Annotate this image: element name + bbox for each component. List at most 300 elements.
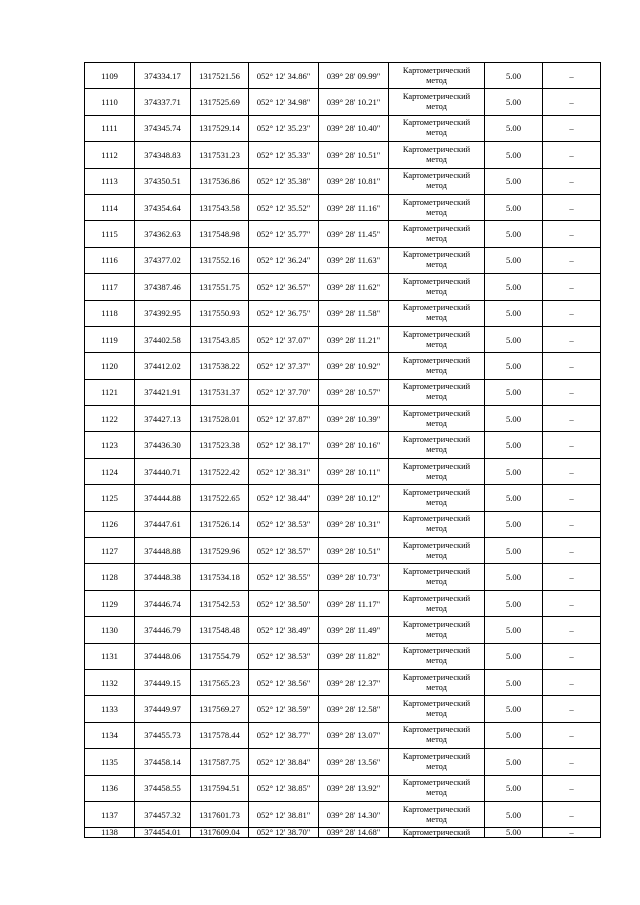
note-cell: – <box>543 194 601 220</box>
method-line-2: метод <box>426 207 447 217</box>
method-cell <box>389 828 485 838</box>
method-line-2: метод <box>426 788 447 798</box>
y-coordinate-cell: 1317578.44 <box>191 722 249 748</box>
latitude-cell: 052° 12' 38.50" <box>249 590 319 616</box>
point-number-cell: 1116 <box>85 247 135 273</box>
latitude-cell: 052° 12' 36.24" <box>249 247 319 273</box>
y-coordinate-cell: 1317601.73 <box>191 801 249 827</box>
note-cell: – <box>543 828 601 838</box>
x-coordinate-cell: 374427.13 <box>135 406 191 432</box>
accuracy-cell: 5.00 <box>485 168 543 194</box>
accuracy-cell: 5.00 <box>485 247 543 273</box>
point-number-cell: 1137 <box>85 801 135 827</box>
x-coordinate-cell: 374449.97 <box>135 696 191 722</box>
y-coordinate-cell: 1317594.51 <box>191 775 249 801</box>
y-coordinate-cell: 1317550.93 <box>191 300 249 326</box>
method-cell <box>389 669 485 695</box>
x-coordinate-cell: 374334.17 <box>135 63 191 89</box>
x-coordinate-cell: 374345.74 <box>135 115 191 141</box>
method-line-2: метод <box>426 497 447 507</box>
x-coordinate-cell: 374448.38 <box>135 564 191 590</box>
method-cell <box>389 722 485 748</box>
latitude-cell: 052° 12' 34.98" <box>249 89 319 115</box>
longitude-cell: 039° 28' 11.17" <box>319 590 389 616</box>
note-cell: – <box>543 63 601 89</box>
latitude-cell: 052° 12' 38.56" <box>249 669 319 695</box>
latitude-cell: 052° 12' 38.57" <box>249 538 319 564</box>
method-cell <box>389 247 485 273</box>
point-number-cell: 1111 <box>85 115 135 141</box>
method-cell <box>389 538 485 564</box>
longitude-cell: 039° 28' 12.37" <box>319 669 389 695</box>
method-line-2: метод <box>426 234 447 244</box>
method-line-1: Картометрический <box>402 593 471 603</box>
note-cell: – <box>543 485 601 511</box>
method-line-1: Картометрический <box>402 355 471 365</box>
y-coordinate-cell: 1317565.23 <box>191 669 249 695</box>
method-line-1: Картометрический <box>402 540 471 550</box>
note-cell: – <box>543 590 601 616</box>
coordinates-table <box>84 62 601 838</box>
table-row <box>85 538 601 564</box>
method-cell <box>389 458 485 484</box>
point-number-cell: 1125 <box>85 485 135 511</box>
x-coordinate-cell: 374440.71 <box>135 458 191 484</box>
longitude-cell: 039° 28' 10.21" <box>319 89 389 115</box>
longitude-cell: 039° 28' 10.40" <box>319 115 389 141</box>
accuracy-cell: 5.00 <box>485 590 543 616</box>
note-cell: – <box>543 300 601 326</box>
latitude-cell: 052° 12' 38.53" <box>249 643 319 669</box>
table-row <box>85 63 601 89</box>
note-cell: – <box>543 221 601 247</box>
accuracy-cell: 5.00 <box>485 221 543 247</box>
accuracy-cell: 5.00 <box>485 379 543 405</box>
latitude-cell: 052° 12' 38.85" <box>249 775 319 801</box>
point-number-cell: 1128 <box>85 564 135 590</box>
method-line-2: метод <box>426 128 447 138</box>
method-line-2: метод <box>426 682 447 692</box>
longitude-cell: 039° 28' 12.58" <box>319 696 389 722</box>
longitude-cell: 039° 28' 10.31" <box>319 511 389 537</box>
method-line-2: метод <box>426 550 447 560</box>
method-line-1: Картометрический <box>402 751 471 761</box>
latitude-cell: 052° 12' 38.77" <box>249 722 319 748</box>
method-line-2: метод <box>426 445 447 455</box>
longitude-cell: 039° 28' 10.12" <box>319 485 389 511</box>
y-coordinate-cell: 1317554.79 <box>191 643 249 669</box>
x-coordinate-cell: 374444.88 <box>135 485 191 511</box>
y-coordinate-cell: 1317551.75 <box>191 274 249 300</box>
method-line-1: Картометрический <box>402 276 471 286</box>
method-cell <box>389 590 485 616</box>
accuracy-cell: 5.00 <box>485 696 543 722</box>
note-cell: – <box>543 538 601 564</box>
method-line-2: метод <box>426 709 447 719</box>
table-row <box>85 142 601 168</box>
latitude-cell: 052° 12' 38.59" <box>249 696 319 722</box>
longitude-cell: 039° 28' 10.11" <box>319 458 389 484</box>
y-coordinate-cell: 1317531.37 <box>191 379 249 405</box>
x-coordinate-cell: 374447.61 <box>135 511 191 537</box>
point-number-cell: 1113 <box>85 168 135 194</box>
latitude-cell: 052° 12' 36.75" <box>249 300 319 326</box>
method-line-2: метод <box>426 365 447 375</box>
table-row <box>85 353 601 379</box>
longitude-cell: 039° 28' 13.92" <box>319 775 389 801</box>
longitude-cell: 039° 28' 11.63" <box>319 247 389 273</box>
method-line-1: Картометрический <box>402 619 471 629</box>
note-cell: – <box>543 89 601 115</box>
accuracy-cell: 5.00 <box>485 194 543 220</box>
table-row <box>85 590 601 616</box>
y-coordinate-cell: 1317536.86 <box>191 168 249 194</box>
point-number-cell: 1119 <box>85 326 135 352</box>
point-number-cell: 1118 <box>85 300 135 326</box>
point-number-cell: 1136 <box>85 775 135 801</box>
method-cell <box>389 168 485 194</box>
accuracy-cell: 5.00 <box>485 300 543 326</box>
method-line-2: метод <box>426 577 447 587</box>
longitude-cell: 039° 28' 14.30" <box>319 801 389 827</box>
latitude-cell: 052° 12' 37.70" <box>249 379 319 405</box>
x-coordinate-cell: 374402.58 <box>135 326 191 352</box>
method-line-1: Картометрический <box>402 382 471 392</box>
longitude-cell: 039° 28' 10.57" <box>319 379 389 405</box>
method-cell <box>389 775 485 801</box>
y-coordinate-cell: 1317548.48 <box>191 617 249 643</box>
accuracy-cell: 5.00 <box>485 538 543 564</box>
latitude-cell: 052° 12' 38.17" <box>249 432 319 458</box>
longitude-cell: 039° 28' 14.68" <box>319 828 389 838</box>
method-line-2: метод <box>426 181 447 191</box>
method-line-1: Картометрический <box>402 224 471 234</box>
accuracy-cell: 5.00 <box>485 643 543 669</box>
method-line-2: метод <box>426 629 447 639</box>
method-line-1: Картометрический <box>402 92 471 102</box>
table-row <box>85 696 601 722</box>
y-coordinate-cell: 1317522.42 <box>191 458 249 484</box>
x-coordinate-cell: 374337.71 <box>135 89 191 115</box>
accuracy-cell: 5.00 <box>485 485 543 511</box>
x-coordinate-cell: 374458.14 <box>135 749 191 775</box>
latitude-cell: 052° 12' 38.55" <box>249 564 319 590</box>
x-coordinate-cell: 374354.64 <box>135 194 191 220</box>
method-line-2: метод <box>426 154 447 164</box>
note-cell: – <box>543 696 601 722</box>
latitude-cell: 052° 12' 38.49" <box>249 617 319 643</box>
longitude-cell: 039° 28' 11.21" <box>319 326 389 352</box>
x-coordinate-cell: 374377.02 <box>135 247 191 273</box>
method-line-1: Картометрический <box>402 514 471 524</box>
table-row <box>85 617 601 643</box>
y-coordinate-cell: 1317534.18 <box>191 564 249 590</box>
accuracy-cell: 5.00 <box>485 564 543 590</box>
x-coordinate-cell: 374454.01 <box>135 828 191 838</box>
x-coordinate-cell: 374392.95 <box>135 300 191 326</box>
x-coordinate-cell: 374449.15 <box>135 669 191 695</box>
accuracy-cell: 5.00 <box>485 801 543 827</box>
table-row <box>85 722 601 748</box>
latitude-cell: 052° 12' 37.87" <box>249 406 319 432</box>
point-number-cell: 1117 <box>85 274 135 300</box>
note-cell: – <box>543 564 601 590</box>
point-number-cell: 1129 <box>85 590 135 616</box>
method-cell <box>389 564 485 590</box>
y-coordinate-cell: 1317552.16 <box>191 247 249 273</box>
note-cell: – <box>543 801 601 827</box>
point-number-cell: 1133 <box>85 696 135 722</box>
longitude-cell: 039° 28' 10.16" <box>319 432 389 458</box>
table-row <box>85 194 601 220</box>
method-line-1: Картометрический <box>402 778 471 788</box>
latitude-cell: 052° 12' 37.07" <box>249 326 319 352</box>
table-row <box>85 247 601 273</box>
method-cell <box>389 643 485 669</box>
method-cell <box>389 511 485 537</box>
method-line-2: метод <box>426 524 447 534</box>
table-row <box>85 643 601 669</box>
longitude-cell: 039° 28' 13.07" <box>319 722 389 748</box>
x-coordinate-cell: 374350.51 <box>135 168 191 194</box>
table-row <box>85 221 601 247</box>
method-line-2: метод <box>426 75 447 85</box>
method-line-2: метод <box>426 392 447 402</box>
point-number-cell: 1138 <box>85 828 135 838</box>
method-cell <box>389 89 485 115</box>
method-line-1: Картометрический <box>402 329 471 339</box>
table-row <box>85 115 601 141</box>
method-cell <box>389 432 485 458</box>
y-coordinate-cell: 1317587.75 <box>191 749 249 775</box>
longitude-cell: 039° 28' 11.16" <box>319 194 389 220</box>
table-body <box>85 63 601 838</box>
longitude-cell: 039° 28' 11.82" <box>319 643 389 669</box>
accuracy-cell: 5.00 <box>485 353 543 379</box>
x-coordinate-cell: 374458.55 <box>135 775 191 801</box>
method-line-1: Картометрический <box>402 118 471 128</box>
point-number-cell: 1120 <box>85 353 135 379</box>
y-coordinate-cell: 1317526.14 <box>191 511 249 537</box>
y-coordinate-cell: 1317569.27 <box>191 696 249 722</box>
accuracy-cell: 5.00 <box>485 669 543 695</box>
latitude-cell: 052° 12' 38.81" <box>249 801 319 827</box>
y-coordinate-cell: 1317528.01 <box>191 406 249 432</box>
method-line-1: Картометрический <box>402 672 471 682</box>
method-line-1: Картометрический <box>402 828 471 838</box>
method-line-2: метод <box>426 418 447 428</box>
y-coordinate-cell: 1317521.56 <box>191 63 249 89</box>
latitude-cell: 052° 12' 38.53" <box>249 511 319 537</box>
note-cell: – <box>543 617 601 643</box>
x-coordinate-cell: 374448.88 <box>135 538 191 564</box>
longitude-cell: 039° 28' 11.58" <box>319 300 389 326</box>
x-coordinate-cell: 374446.74 <box>135 590 191 616</box>
point-number-cell: 1109 <box>85 63 135 89</box>
method-line-2: метод <box>426 814 447 824</box>
x-coordinate-cell: 374412.02 <box>135 353 191 379</box>
latitude-cell: 052° 12' 35.38" <box>249 168 319 194</box>
point-number-cell: 1135 <box>85 749 135 775</box>
x-coordinate-cell: 374448.06 <box>135 643 191 669</box>
method-cell <box>389 142 485 168</box>
note-cell: – <box>543 749 601 775</box>
accuracy-cell: 5.00 <box>485 406 543 432</box>
table-row <box>85 511 601 537</box>
point-number-cell: 1130 <box>85 617 135 643</box>
method-cell <box>389 115 485 141</box>
method-line-2: метод <box>426 286 447 296</box>
accuracy-cell: 5.00 <box>485 63 543 89</box>
longitude-cell: 039° 28' 11.62" <box>319 274 389 300</box>
accuracy-cell: 5.00 <box>485 511 543 537</box>
accuracy-cell: 5.00 <box>485 274 543 300</box>
point-number-cell: 1112 <box>85 142 135 168</box>
y-coordinate-cell: 1317609.04 <box>191 828 249 838</box>
point-number-cell: 1110 <box>85 89 135 115</box>
method-cell <box>389 406 485 432</box>
latitude-cell: 052° 12' 35.33" <box>249 142 319 168</box>
accuracy-cell: 5.00 <box>485 828 543 838</box>
table-row <box>85 379 601 405</box>
latitude-cell: 052° 12' 36.57" <box>249 274 319 300</box>
method-cell <box>389 379 485 405</box>
method-line-1: Картометрический <box>402 699 471 709</box>
y-coordinate-cell: 1317548.98 <box>191 221 249 247</box>
latitude-cell: 052° 12' 38.44" <box>249 485 319 511</box>
table-row <box>85 485 601 511</box>
longitude-cell: 039° 28' 11.49" <box>319 617 389 643</box>
method-line-2: метод <box>426 313 447 323</box>
longitude-cell: 039° 28' 10.39" <box>319 406 389 432</box>
method-cell <box>389 749 485 775</box>
method-line-1: Картометрический <box>402 250 471 260</box>
accuracy-cell: 5.00 <box>485 89 543 115</box>
table-row <box>85 406 601 432</box>
method-cell <box>389 353 485 379</box>
table-row <box>85 828 601 838</box>
table-row <box>85 274 601 300</box>
method-line-2: метод <box>426 603 447 613</box>
accuracy-cell: 5.00 <box>485 115 543 141</box>
method-line-2: метод <box>426 102 447 112</box>
method-line-1: Картометрический <box>402 461 471 471</box>
note-cell: – <box>543 353 601 379</box>
method-line-1: Картометрический <box>402 408 471 418</box>
point-number-cell: 1121 <box>85 379 135 405</box>
table-row <box>85 89 601 115</box>
y-coordinate-cell: 1317522.65 <box>191 485 249 511</box>
y-coordinate-cell: 1317523.38 <box>191 432 249 458</box>
table-row <box>85 300 601 326</box>
note-cell: – <box>543 379 601 405</box>
table-row <box>85 749 601 775</box>
y-coordinate-cell: 1317543.85 <box>191 326 249 352</box>
table-row <box>85 168 601 194</box>
latitude-cell: 052° 12' 38.70" <box>249 828 319 838</box>
x-coordinate-cell: 374421.91 <box>135 379 191 405</box>
method-line-1: Картометрический <box>402 435 471 445</box>
point-number-cell: 1114 <box>85 194 135 220</box>
y-coordinate-cell: 1317531.23 <box>191 142 249 168</box>
table-row <box>85 326 601 352</box>
y-coordinate-cell: 1317538.22 <box>191 353 249 379</box>
longitude-cell: 039° 28' 10.51" <box>319 142 389 168</box>
x-coordinate-cell: 374446.79 <box>135 617 191 643</box>
point-number-cell: 1115 <box>85 221 135 247</box>
method-line-1: Картометрический <box>402 646 471 656</box>
note-cell: – <box>543 247 601 273</box>
table-row <box>85 458 601 484</box>
longitude-cell: 039° 28' 10.81" <box>319 168 389 194</box>
point-number-cell: 1123 <box>85 432 135 458</box>
method-cell <box>389 326 485 352</box>
accuracy-cell: 5.00 <box>485 458 543 484</box>
latitude-cell: 052° 12' 35.52" <box>249 194 319 220</box>
method-cell <box>389 801 485 827</box>
accuracy-cell: 5.00 <box>485 432 543 458</box>
x-coordinate-cell: 374387.46 <box>135 274 191 300</box>
x-coordinate-cell: 374348.83 <box>135 142 191 168</box>
method-line-1: Картометрический <box>402 487 471 497</box>
method-cell <box>389 617 485 643</box>
table-row <box>85 801 601 827</box>
y-coordinate-cell: 1317542.53 <box>191 590 249 616</box>
latitude-cell: 052° 12' 35.77" <box>249 221 319 247</box>
method-line-2: метод <box>426 260 447 270</box>
point-number-cell: 1127 <box>85 538 135 564</box>
note-cell: – <box>543 274 601 300</box>
coordinates-table-page <box>84 62 600 838</box>
point-number-cell: 1122 <box>85 406 135 432</box>
note-cell: – <box>543 669 601 695</box>
y-coordinate-cell: 1317525.69 <box>191 89 249 115</box>
method-line-2: метод <box>426 471 447 481</box>
method-cell <box>389 221 485 247</box>
latitude-cell: 052° 12' 38.84" <box>249 749 319 775</box>
method-line-1: Картометрический <box>402 171 471 181</box>
latitude-cell: 052° 12' 35.23" <box>249 115 319 141</box>
table-row <box>85 432 601 458</box>
y-coordinate-cell: 1317543.58 <box>191 194 249 220</box>
method-line-2: метод <box>426 761 447 771</box>
note-cell: – <box>543 643 601 669</box>
table-row <box>85 775 601 801</box>
longitude-cell: 039° 28' 10.73" <box>319 564 389 590</box>
method-line-1: Картометрический <box>402 725 471 735</box>
note-cell: – <box>543 458 601 484</box>
method-line-1: Картометрический <box>402 65 471 75</box>
note-cell: – <box>543 432 601 458</box>
x-coordinate-cell: 374436.30 <box>135 432 191 458</box>
method-line-1: Картометрический <box>402 303 471 313</box>
point-number-cell: 1131 <box>85 643 135 669</box>
latitude-cell: 052° 12' 38.31" <box>249 458 319 484</box>
method-line-2: метод <box>426 735 447 745</box>
method-line-1: Картометрический <box>402 567 471 577</box>
accuracy-cell: 5.00 <box>485 749 543 775</box>
accuracy-cell: 5.00 <box>485 775 543 801</box>
accuracy-cell: 5.00 <box>485 142 543 168</box>
longitude-cell: 039° 28' 11.45" <box>319 221 389 247</box>
method-cell <box>389 300 485 326</box>
method-cell <box>389 194 485 220</box>
table-row <box>85 564 601 590</box>
method-cell <box>389 696 485 722</box>
method-line-2: метод <box>426 339 447 349</box>
note-cell: – <box>543 775 601 801</box>
accuracy-cell: 5.00 <box>485 722 543 748</box>
